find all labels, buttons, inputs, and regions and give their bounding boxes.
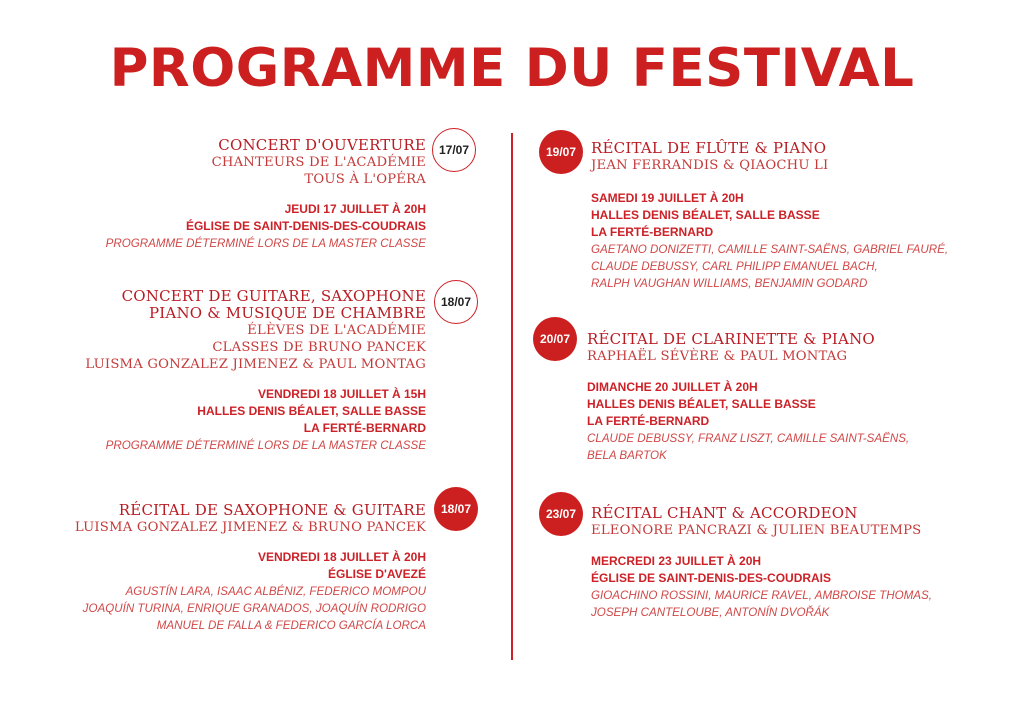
date-badge: 17/07: [432, 128, 476, 172]
page-title: PROGRAMME DU FESTIVAL: [109, 38, 915, 99]
event-date: MERCREDI 23 JUILLET À 20H: [591, 554, 762, 568]
event-program: PROGRAMME DÉTERMINÉ LORS DE LA MASTER CLASSE: [105, 237, 426, 250]
event-title: CONCERT D'OUVERTURE: [218, 136, 426, 154]
event-venue: ÉGLISE DE SAINT-DENIS-DES-COUDRAIS: [185, 219, 426, 233]
event-venue: HALLES DENIS BÉALET, SALLE BASSE: [587, 397, 816, 411]
event-23-07: [591, 505, 932, 621]
event-title: RÉCITAL CHANT & ACCORDEON: [591, 504, 858, 522]
event-venue: ÉGLISE DE SAINT-DENIS-DES-COUDRAIS: [591, 571, 832, 585]
event-venue: HALLES DENIS BÉALET, SALLE BASSE: [197, 404, 426, 418]
event-program: AGUSTÍN LARA, ISAAC ALBÉNIZ, FEDERICO MOMPOU: [125, 585, 426, 598]
event-title: RÉCITAL DE CLARINETTE & PIANO: [587, 330, 875, 348]
event-city: LA FERTÉ-BERNARD: [591, 225, 714, 239]
event-program: BELA BARTOK: [587, 449, 667, 462]
event-title: PIANO & MUSIQUE DE CHAMBRE: [149, 304, 426, 322]
event-venue: ÉGLISE D'AVEZÉ: [328, 567, 426, 581]
date-badge: 20/07: [533, 317, 577, 361]
event-date: DIMANCHE 20 JUILLET À 20H: [587, 380, 758, 394]
event-date: VENDREDI 18 JUILLET À 20H: [257, 550, 426, 564]
event-subtitle: ÉLÈVES DE L'ACADÉMIE: [247, 323, 426, 338]
date-badge: 18/07: [434, 487, 478, 531]
event-program: JOAQUÍN TURINA, ENRIQUE GRANADOS, JOAQUÍN RODRIGO: [82, 602, 426, 615]
event-17-07: [106, 137, 426, 252]
event-18-07-b: [75, 502, 426, 634]
event-city: LA FERTÉ-BERNARD: [303, 421, 426, 435]
event-title: RÉCITAL DE FLÛTE & PIANO: [591, 139, 827, 157]
date-badge: 19/07: [539, 130, 583, 174]
event-subtitle: JEAN FERRANDIS & QIAOCHU LI: [591, 158, 829, 173]
event-title: CONCERT DE GUITARE, SAXOPHONE: [121, 287, 426, 305]
date-badge: 18/07: [434, 280, 478, 324]
event-program: MANUEL DE FALLA & FEDERICO GARCÍA LORCA: [156, 619, 426, 632]
event-program: PROGRAMME DÉTERMINÉ LORS DE LA MASTER CLASSE: [105, 439, 426, 452]
event-subtitle: TOUS À L'OPÉRA: [304, 172, 426, 187]
event-subtitle: CLASSES DE BRUNO PANCEK: [212, 340, 426, 355]
event-18-07-a: [85, 288, 426, 454]
event-date: SAMEDI 19 JUILLET À 20H: [591, 191, 744, 205]
center-divider: [511, 133, 513, 660]
event-program: CLAUDE DEBUSSY, CARL PHILIPP EMANUEL BACH,: [591, 260, 878, 273]
event-date: JEUDI 17 JUILLET À 20H: [284, 202, 426, 216]
event-program: GIOACHINO ROSSINI, MAURICE RAVEL, AMBROISE THOMAS,: [591, 589, 932, 602]
event-program: JOSEPH CANTELOUBE, ANTONÍN DVOŘÁK: [591, 606, 830, 619]
event-city: LA FERTÉ-BERNARD: [587, 414, 710, 428]
event-20-07: [587, 331, 909, 464]
event-venue: HALLES DENIS BÉALET, SALLE BASSE: [591, 208, 820, 222]
event-title: RÉCITAL DE SAXOPHONE & GUITARE: [118, 501, 426, 519]
event-subtitle: CHANTEURS DE L'ACADÉMIE: [211, 155, 426, 170]
event-program: CLAUDE DEBUSSY, FRANZ LISZT, CAMILLE SAINT-SAËNS,: [587, 432, 910, 445]
event-subtitle: LUISMA GONZALEZ JIMENEZ & PAUL MONTAG: [85, 357, 426, 372]
date-badge: 23/07: [539, 492, 583, 536]
event-program: GAETANO DONIZETTI, CAMILLE SAINT-SAËNS, GABRIEL FAURÉ,: [591, 243, 949, 256]
event-19-07: [591, 140, 948, 292]
event-subtitle: ELEONORE PANCRAZI & JULIEN BEAUTEMPS: [591, 523, 922, 538]
event-date: VENDREDI 18 JUILLET À 15H: [257, 387, 426, 401]
event-program: RALPH VAUGHAN WILLIAMS, BENJAMIN GODARD: [591, 277, 868, 290]
event-subtitle: LUISMA GONZALEZ JIMENEZ & BRUNO PANCEK: [74, 520, 426, 535]
event-subtitle: RAPHAËL SÉVÈRE & PAUL MONTAG: [587, 349, 848, 364]
